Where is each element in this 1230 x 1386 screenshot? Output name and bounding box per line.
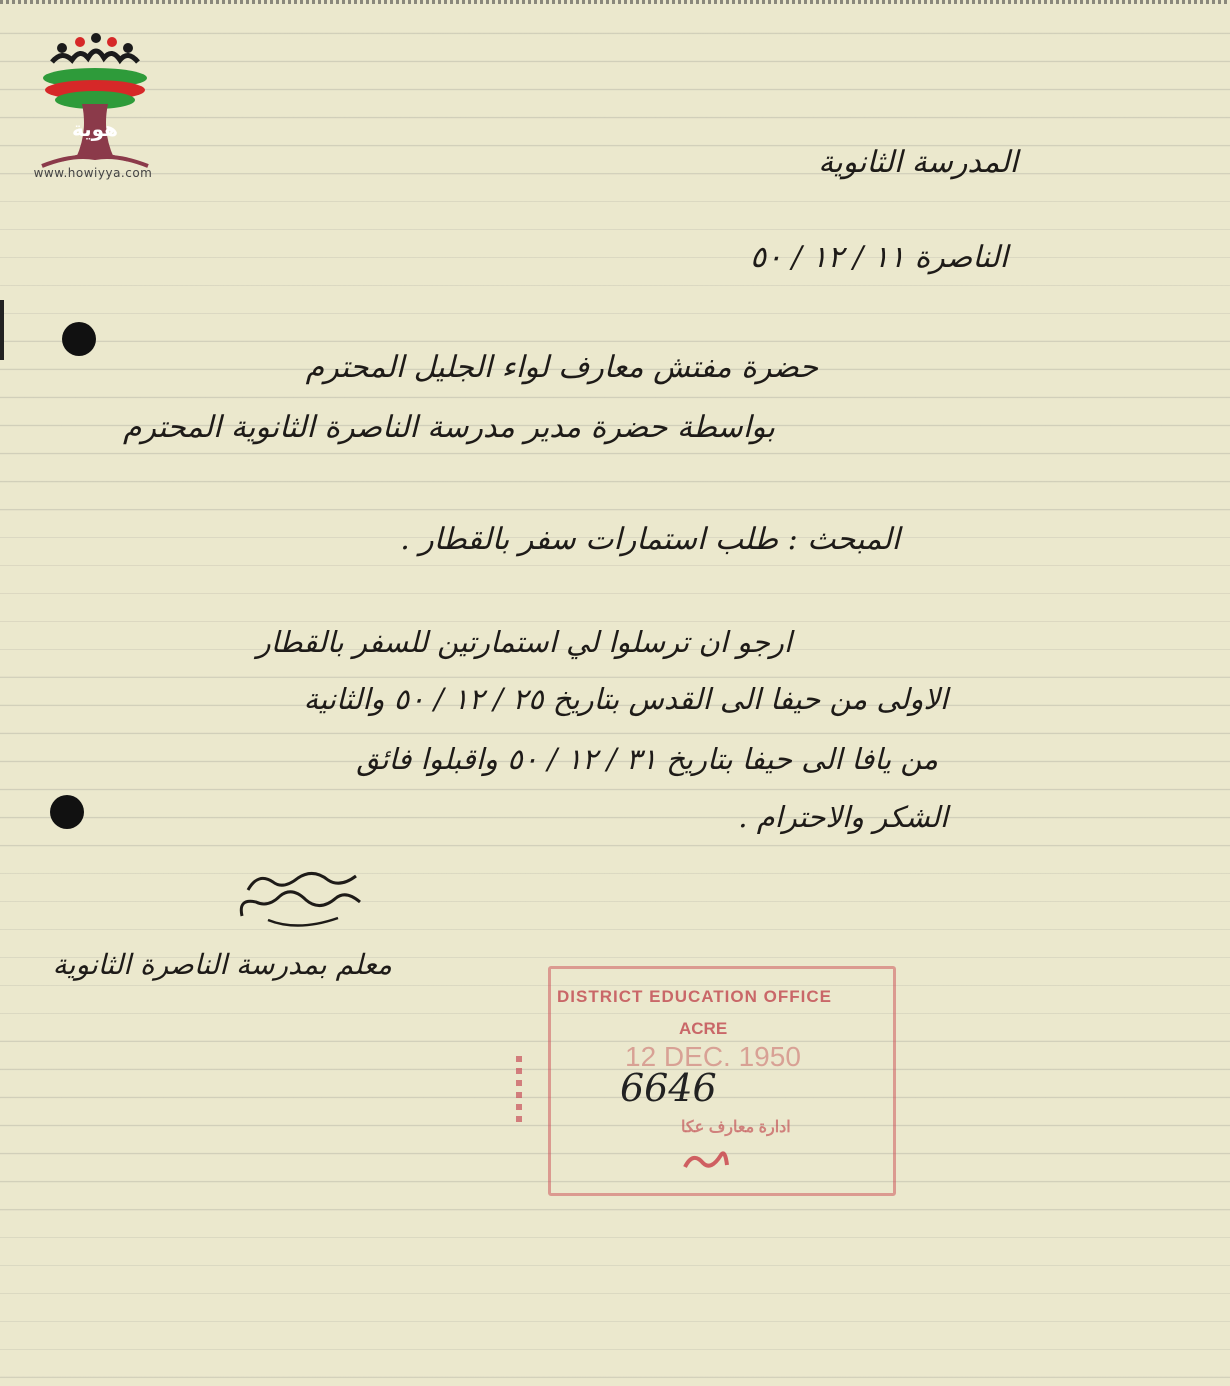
addressee-line-2: بواسطة حضرة مدير مدرسة الناصرة الثانوية المحترم xyxy=(122,410,775,445)
addressee-line-1: حضرة مفتش معارف لواء الجليل المحترم xyxy=(305,350,818,385)
handwritten-signature xyxy=(228,860,378,940)
stamp-scribble-icon xyxy=(681,1145,731,1175)
logo-url: www.howiyya.com xyxy=(33,166,153,180)
school-header: المدرسة الثانوية xyxy=(818,145,1018,180)
tree-icon xyxy=(42,68,148,166)
district-education-stamp xyxy=(548,966,896,1196)
body-line-2: الاولى من حيفا الى القدس بتاريخ ٢٥ / ١٢ / ٥٠ والثانية xyxy=(303,682,948,716)
body-line-4: الشكر والاحترام . xyxy=(738,800,948,834)
punch-hole-top xyxy=(62,322,96,356)
svg-text:هوية: هوية xyxy=(71,117,119,141)
handwritten-reference-number: 6646 xyxy=(620,1066,717,1110)
people-icon xyxy=(52,33,138,62)
punch-hole-bottom xyxy=(50,795,84,829)
top-perforation xyxy=(0,0,1230,4)
stamp-date: 12 DEC. 1950 xyxy=(625,1041,801,1072)
stamp-city-text: ACRE xyxy=(679,1019,728,1038)
subject-line: المبحث : طلب استمارات سفر بالقطار . xyxy=(400,522,900,557)
left-edge-mark xyxy=(0,300,4,360)
signature-title: معلم بمدرسة الناصرة الثانوية xyxy=(52,948,392,981)
place-date: الناصرة ١١ / ١٢ / ٥٠ xyxy=(749,240,1008,275)
howiyya-logo xyxy=(22,22,168,188)
stamp-office-text: DISTRICT EDUCATION OFFICE xyxy=(557,987,832,1006)
stamp-arabic-text: ادارة معارف عكا xyxy=(681,1119,791,1136)
body-line-3: من يافا الى حيفا بتاريخ ٣١ / ١٢ / ٥٠ واقبلوا فائق xyxy=(356,742,938,776)
body-line-1: ارجو ان ترسلوا لي استمارتين للسفر بالقطار xyxy=(256,625,792,659)
stamp-dotted-edge xyxy=(516,1056,522,1126)
